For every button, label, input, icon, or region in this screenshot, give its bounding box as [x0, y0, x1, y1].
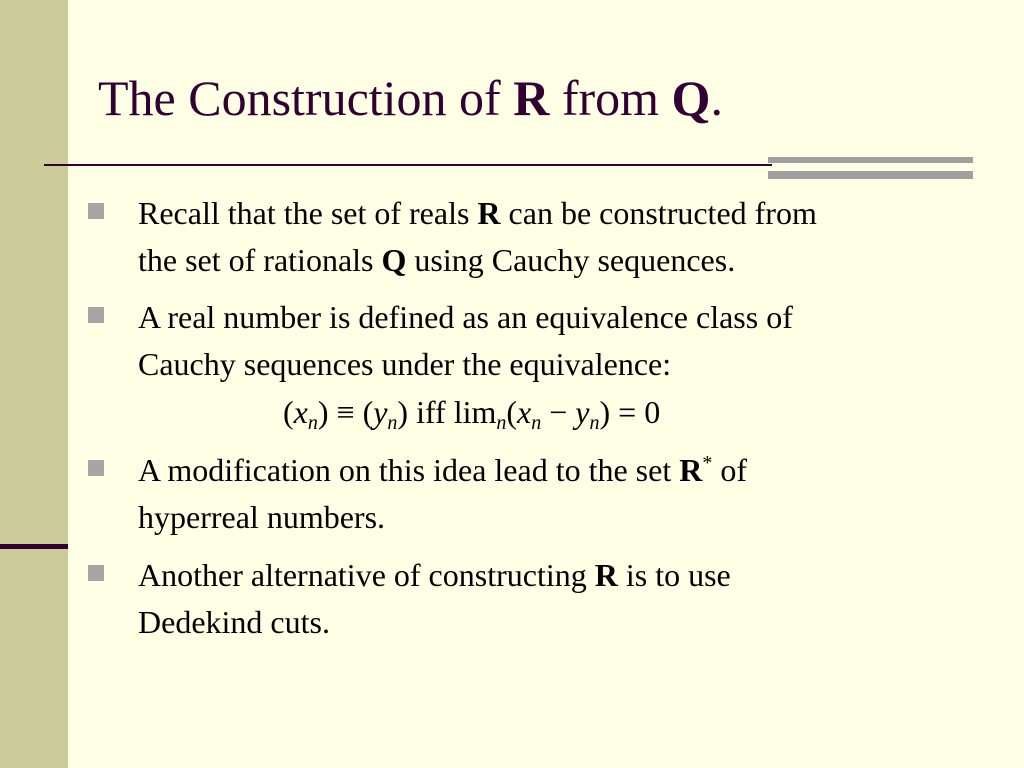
formula-sub-n: n [589, 412, 600, 434]
formula-sub-n: n [531, 412, 542, 434]
bullet-3-line-1 [138, 450, 747, 490]
formula-open-paren: ( [283, 394, 294, 430]
bullet-1-line-1-after: can be constructed from [500, 195, 817, 231]
formula-x: x [517, 394, 532, 430]
formula-open-paren-2: ( [506, 394, 518, 430]
bullet-1-bold-r: R [477, 195, 501, 231]
formula-y: y [373, 394, 388, 430]
title-suffix: . [710, 70, 723, 126]
bullet-1-line-1 [138, 193, 817, 233]
formula-x: x [293, 394, 308, 430]
bullet-3-line-1-after: of [712, 452, 747, 488]
bullet-1-line-2-after: using Cauchy sequences. [406, 242, 736, 278]
bullet-4-line-1-after: is to use [617, 557, 731, 593]
bullet-3-bold-r: R [679, 452, 703, 488]
formula-sub-n: n [387, 412, 398, 434]
formula-sub-n: n [307, 412, 318, 434]
formula-equals-zero: ) = 0 [599, 394, 661, 430]
bullet-marker-3 [88, 460, 104, 476]
bullet-4-line-1-before: Another alternative of constructing [138, 557, 595, 593]
bullet-4-line-1 [138, 555, 731, 595]
formula-sub-n: n [496, 412, 507, 434]
bullet-4-bold-r: R [594, 557, 618, 593]
bullet-3-line-1-before: A modification on this idea lead to the set [138, 452, 680, 488]
bullet-marker-4 [88, 565, 104, 581]
title-bold-r: R [513, 70, 550, 126]
bullet-2-line-2: Cauchy sequences under the equivalence: [138, 346, 672, 382]
bullet-1-bold-q: Q [381, 242, 407, 278]
title-middle: from [549, 70, 672, 126]
bullet-4-line-2: Dedekind cuts. [138, 604, 330, 640]
title-prefix: The Construction of [98, 70, 514, 126]
formula-iff-lim: ) iff lim [397, 394, 497, 430]
formula-minus: − [541, 394, 576, 430]
bullet-1-line-1-before: Recall that the set of reals [138, 195, 478, 231]
bullet-1-line-2 [138, 240, 735, 280]
formula-equiv: ) ≡ ( [317, 394, 374, 430]
formula-y: y [575, 394, 590, 430]
bullet-3-star: * [702, 452, 713, 474]
bullet-3-line-2: hyperreal numbers. [138, 499, 386, 535]
bullet-marker-2 [88, 307, 104, 323]
equivalence-formula [283, 392, 660, 432]
bullet-1-line-2-before: the set of rationals [138, 242, 382, 278]
bullet-2-line-1: A real number is defined as an equivalence class of [138, 299, 793, 335]
bullet-marker-1 [88, 203, 104, 219]
title-bold-q: Q [671, 70, 711, 126]
